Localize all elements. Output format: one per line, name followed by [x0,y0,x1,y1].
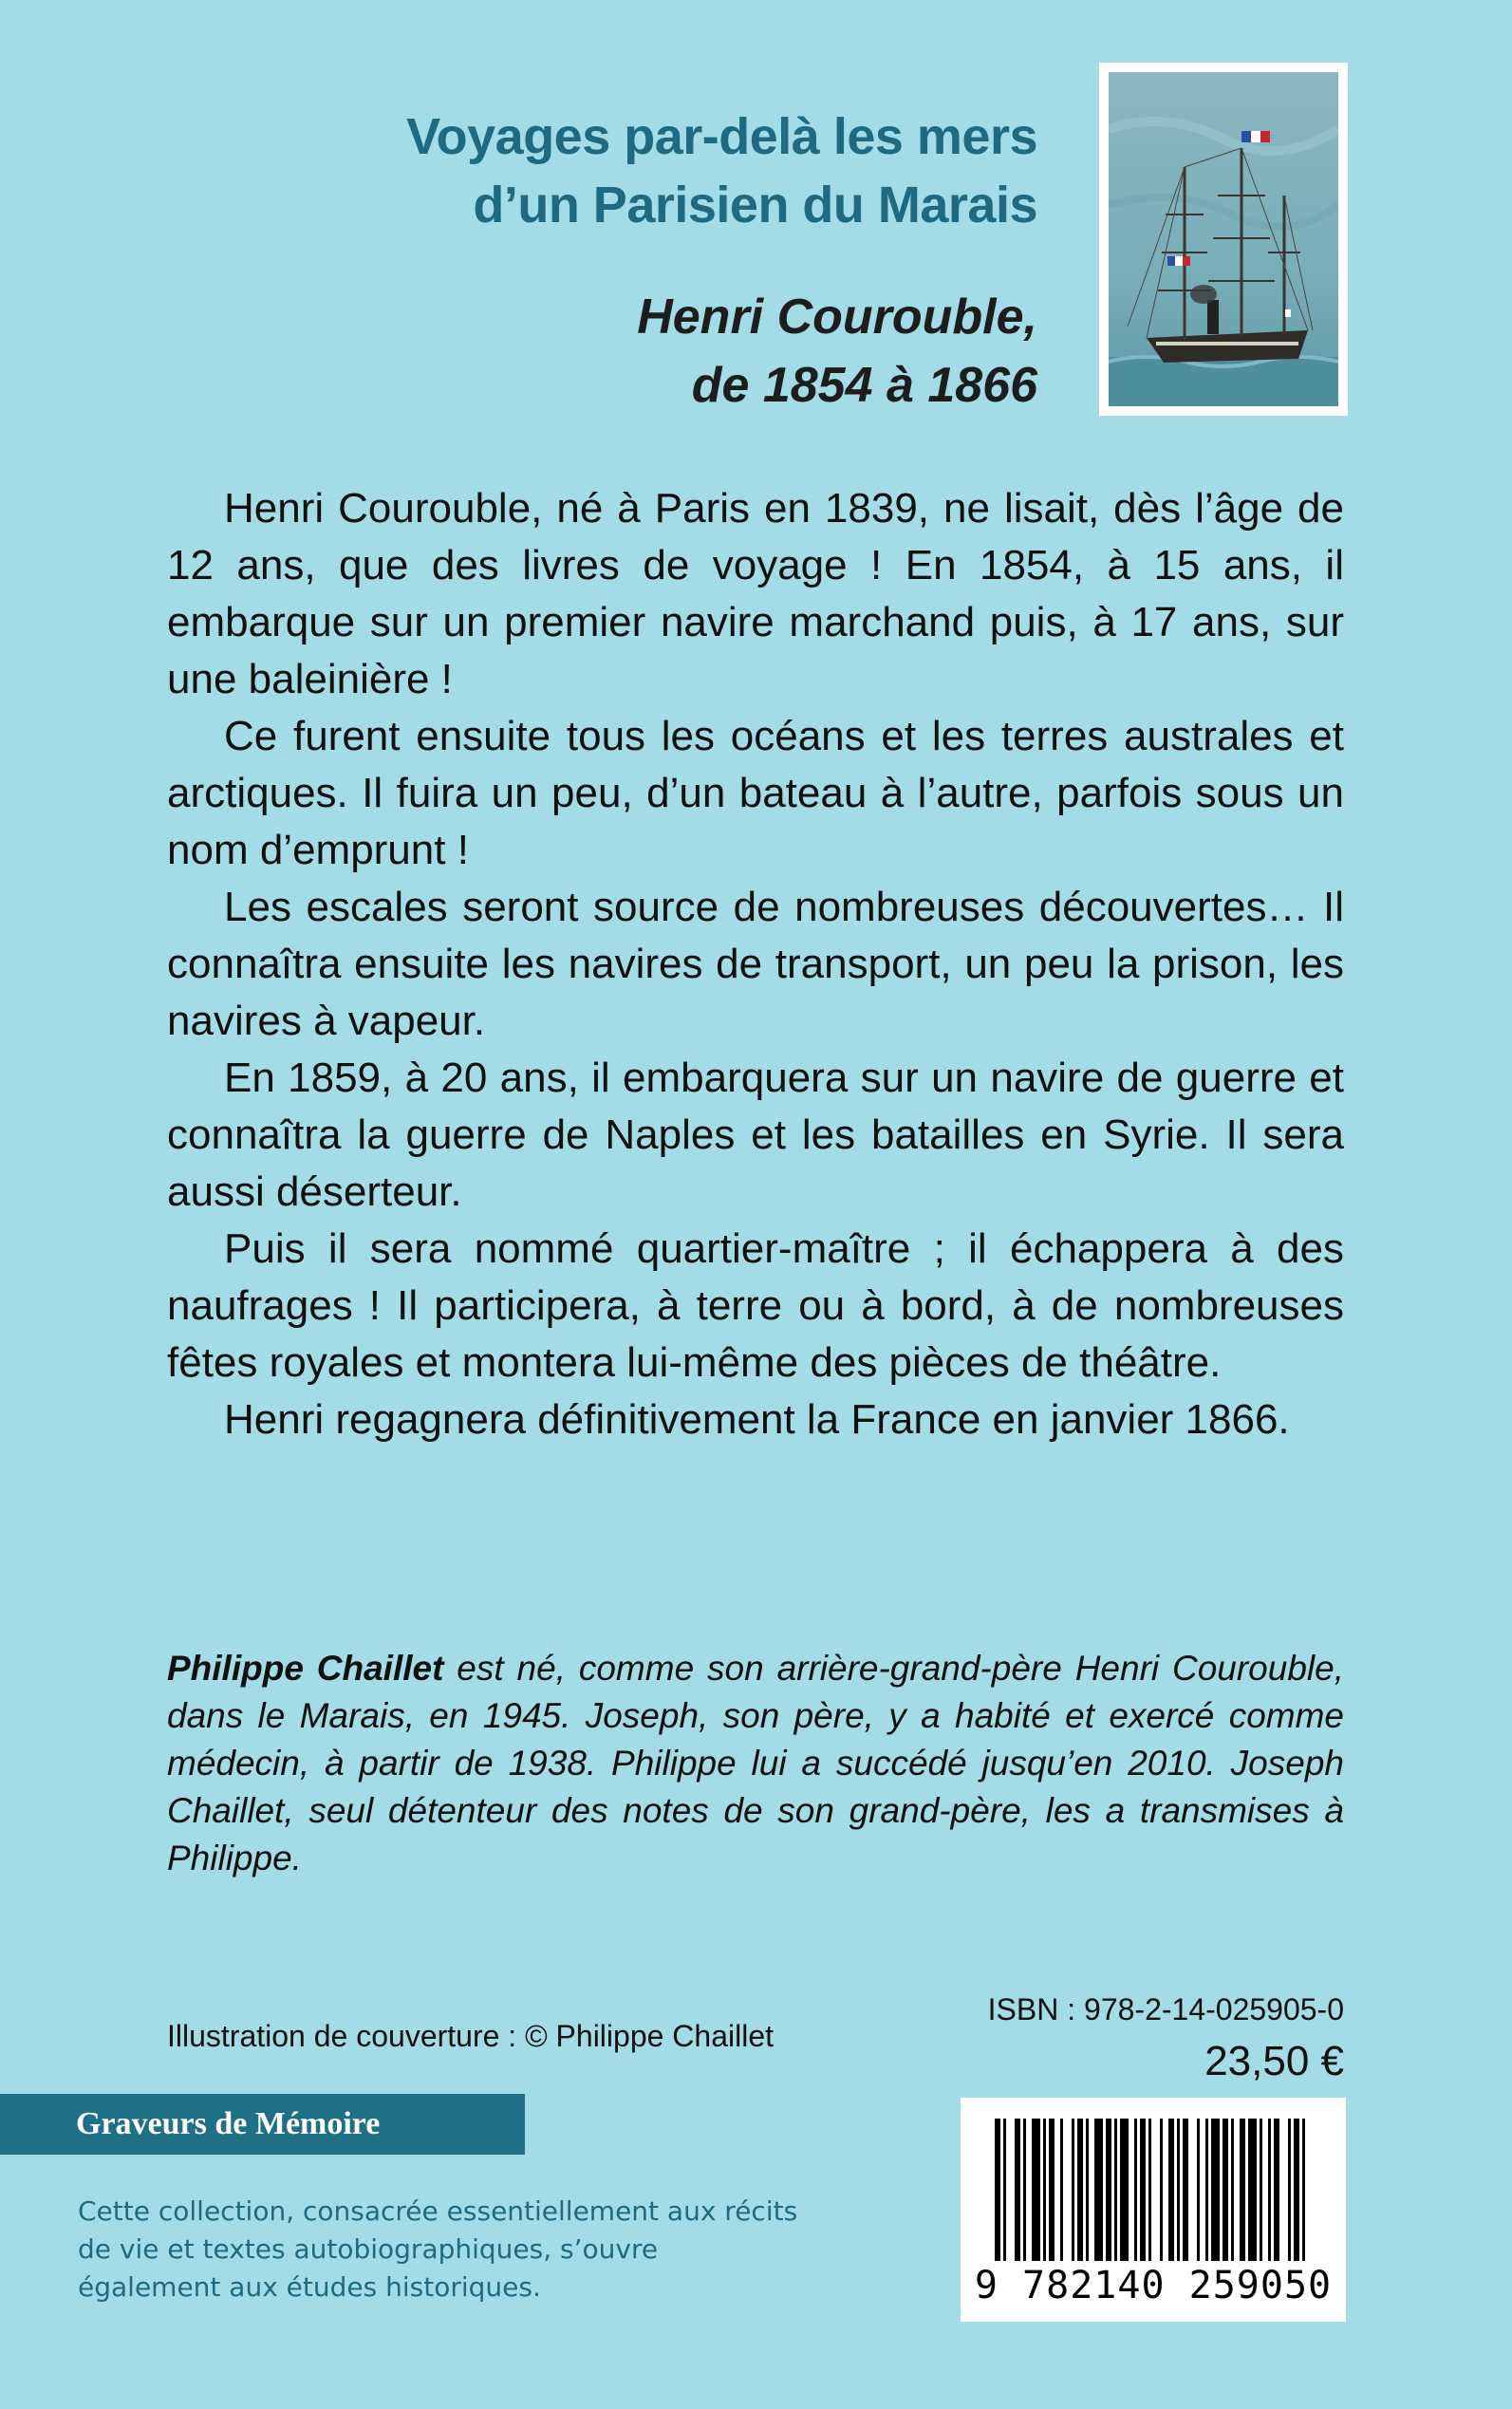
author-bio-text: est né, comme son arrière-grand-père Henri Courouble, dans le Marais, en 1945. Joseph, son père, y a habité et exercé comme médecin, à partir de 1938. Philippe lui a succédé jusqu’en 2010. Joseph Chaillet, seul détenteur des notes de son grand-père, les a transmises à Philippe. [167,1649,1344,1877]
collection-description: Cette collection, consacrée essentiellement aux récits de vie et textes autobiographiques, s’ouvre également aux études historiques. [78,2195,798,2303]
cover-illustration [1099,63,1348,416]
summary-paragraph-3: Les escales seront source de nombreuses découvertes… Il connaîtra ensuite les navires de transport, un peu la prison, les navires à vapeur. [167,884,1344,1044]
isbn-number: ISBN : 978-2-14-025905-0 [987,1992,1344,2026]
summary-paragraph-1: Henri Courouble, né à Paris en 1839, ne lisait, dès l’âge de 12 ans, que des livres de voyage ! En 1854, à 15 ans, il embarque sur un premier navire marchand puis, à 17 ans, sur une baleinière ! [167,485,1344,702]
summary-paragraph-5: Puis il sera nommé quartier-maître ; il échappera à des naufrages ! Il participera, à terre ou à bord, à de nombreuses fêtes royales et montera lui-même des pièces de théâtre. [167,1225,1344,1386]
book-subtitle-line-1: Henri Courouble, [637,289,1037,345]
book-title [373,103,1037,239]
summary-paragraph-2: Ce furent ensuite tous les océans et les terres australes et arctiques. Il fuira un peu, d’un bateau à l’autre, parfois sous un nom d’emprunt ! [167,713,1344,873]
author-name: Philippe Chaillet [167,1649,444,1688]
illustration-credit: Illustration de couverture : © Philippe Chaillet [167,2019,775,2053]
book-title-line-2: d’un Parisien du Marais [473,177,1037,233]
book-subtitle [373,283,1037,420]
barcode [961,2098,1346,2322]
barcode-digits: 9 782140 259050 [974,2264,1333,2307]
author-bio [167,1645,1344,1882]
book-subtitle-line-2: de 1854 à 1866 [691,358,1037,413]
barcode-icon [961,2098,1346,2269]
book-title-line-1: Voyages par-delà les mers [406,108,1037,165]
back-cover-summary [167,480,1344,1448]
collection-name-band: Graveurs de Mémoire [0,2094,525,2155]
summary-paragraph-6: Henri regagnera définitivement la France en janvier 1866. [224,1396,1290,1443]
sailing-ship-icon [1109,72,1338,406]
author-bio-paragraph [167,1645,1344,1882]
price-label: 23,50 € [1204,2038,1344,2084]
summary-paragraph-4: En 1859, à 20 ans, il embarquera sur un navire de guerre et connaîtra la guerre de Naples et les batailles en Syrie. Il sera aussi déserteur. [167,1055,1344,1215]
